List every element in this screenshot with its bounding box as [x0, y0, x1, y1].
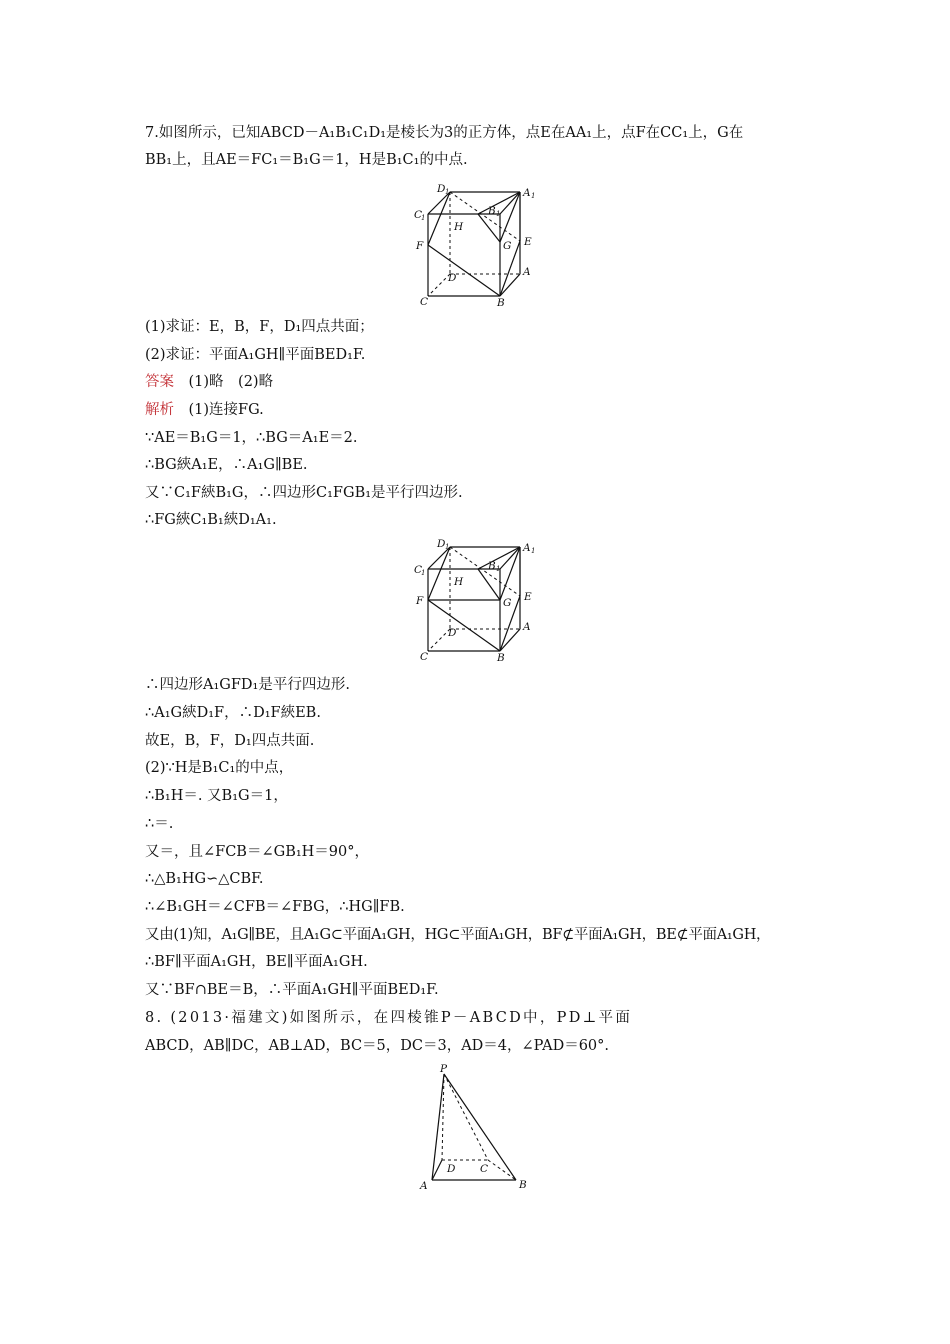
svg-text:1: 1 — [531, 192, 536, 200]
proof-line: ∴FG綊C₁B₁綊D₁A₁. — [145, 512, 277, 528]
q8-line-1: 8. (2013·福建文)如图所示，在四棱锥P－ABCD中，PD⊥平面 — [145, 1010, 633, 1026]
label-b1: B — [488, 560, 496, 572]
label-b: B — [497, 652, 505, 664]
label-d1: D — [437, 183, 446, 195]
label-a: A — [523, 266, 531, 278]
q7-part-2: (2)求证：平面A₁GH∥平面BED₁F. — [145, 347, 366, 363]
answer-text: (1)略 (2)略 — [188, 374, 274, 390]
label-c: C — [420, 296, 429, 308]
label-g: G — [503, 240, 512, 252]
label-f: F — [416, 240, 424, 252]
proof-line: ∴＝. — [145, 816, 174, 832]
label-a: A — [420, 1180, 428, 1192]
answer-line — [145, 372, 273, 392]
label-h: H — [454, 576, 464, 588]
label-b1: B — [488, 205, 496, 217]
label-a: A — [523, 621, 531, 633]
label-d: D — [448, 627, 457, 639]
proof-line: ∴△B₁HG∽△CBF. — [145, 871, 264, 887]
cube-figure-2 — [410, 538, 545, 664]
proof-line: (2)∵H是B₁C₁的中点， — [145, 760, 294, 776]
label-p: P — [440, 1063, 448, 1075]
proof-line: 又∵BF∩BE＝B，∴平面A₁GH∥平面BED₁F. — [145, 982, 439, 998]
label-c: C — [480, 1163, 489, 1175]
q8-line-2: ABCD，AB∥DC，AB⊥AD，BC＝5，DC＝3，AD＝4，∠PAD＝60°. — [145, 1038, 610, 1054]
label-d1: D — [437, 538, 446, 550]
label-h: H — [454, 221, 464, 233]
label-f: F — [416, 595, 424, 607]
answer-label: 答案 — [145, 374, 174, 390]
label-d: D — [448, 272, 457, 284]
proof-line: ∴A₁G綊D₁F，∴D₁F綊EB. — [145, 705, 321, 721]
proof-line: ∴B₁H＝. 又B₁G＝1， — [145, 788, 288, 804]
label-d: D — [447, 1163, 456, 1175]
label-e: E — [524, 591, 532, 603]
label-g: G — [503, 597, 512, 609]
proof-line: 故E，B，F，D₁四点共面. — [145, 733, 315, 749]
label-c1: C — [414, 209, 423, 221]
proof-line: 又＝，且∠FCB＝∠GB₁H＝90°， — [145, 844, 370, 860]
proof-line: 又∵C₁F綊B₁G，∴四边形C₁FGB₁是平行四边形. — [145, 485, 463, 501]
proof-line: ∵AE＝B₁G＝1，∴BG＝A₁E＝2. — [145, 430, 358, 446]
label-b: B — [497, 297, 505, 309]
svg-text:1: 1 — [421, 214, 426, 222]
analysis-line — [145, 400, 264, 420]
analysis-first: (1)连接FG. — [188, 402, 264, 418]
proof-line: ∴BF∥平面A₁GH，BE∥平面A₁GH. — [145, 954, 368, 970]
label-b: B — [519, 1179, 527, 1191]
q7-line-2: BB₁上，且AE＝FC₁＝B₁G＝1，H是B₁C₁的中点. — [145, 152, 468, 168]
proof-line: ∴BG綊A₁E，∴A₁G∥BE. — [145, 457, 308, 473]
cube-figure-1 — [410, 183, 545, 309]
label-c1: C — [414, 564, 423, 576]
svg-text:1: 1 — [445, 188, 450, 196]
proof-line: ∴四边形A₁GFD₁是平行四边形. — [145, 677, 350, 693]
label-c: C — [420, 651, 429, 663]
q7-line-1: 7.如图所示，已知ABCD－A₁B₁C₁D₁是棱长为3的正方体，点E在AA₁上，点F在CC₁上，G在 — [145, 125, 744, 141]
svg-text:1: 1 — [496, 565, 501, 573]
svg-text:1: 1 — [531, 547, 536, 555]
label-e: E — [524, 236, 532, 248]
svg-text:1: 1 — [496, 210, 501, 218]
label-a1: A — [523, 187, 531, 199]
svg-text:1: 1 — [445, 543, 450, 551]
q7-part-1: (1)求证：E，B，F，D₁四点共面； — [145, 319, 374, 335]
proof-line: ∴∠B₁GH＝∠CFB＝∠FBG，∴HG∥FB. — [145, 899, 405, 915]
proof-line: 又由(1)知，A₁G∥BE，且A₁G⊂平面A₁GH，HG⊂平面A₁GH，BF⊄平面A₁GH，BE⊄平面A₁GH， — [145, 927, 771, 943]
svg-text:1: 1 — [421, 569, 426, 577]
analysis-label: 解析 — [145, 402, 174, 418]
label-a1: A — [523, 542, 531, 554]
pyramid-figure — [418, 1060, 538, 1192]
